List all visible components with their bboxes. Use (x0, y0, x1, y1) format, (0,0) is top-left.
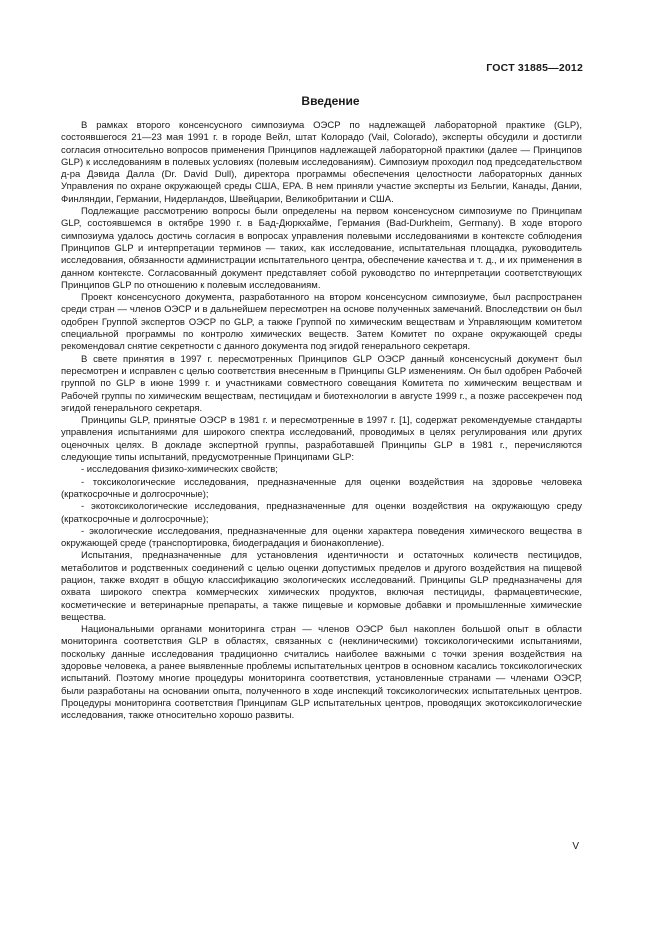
section-heading: Введение (301, 94, 360, 108)
paragraph: В свете принятия в 1997 г. пересмотренных Принципов GLP ОЭСР данный консенсусный документ был пересмотрен и исправлен с целью соответствия внесенным в Принципы GLP изменениям. Он был одобрен Рабочей группой по GLP в июне 1999 г. и участниками совместного совещания Комитета по химическим веществам и Рабочей группы по химическим веществам, пестицидам и биотехнологии в августе 1999 г., а позже рассекречен под эгидой генерального секретаря. (61, 353, 582, 414)
page-number: V (572, 841, 579, 852)
paragraph: Испытания, предназначенные для установления идентичности и остаточных количеств пестицидов, метаболитов и родственных соединений с целью оценки допустимых пределов и другого воздействия на пищевой рацион, также входят в общую классификацию экологических исследований. Принципы GLP предназначены для охвата широкого спектра коммерческих химических продуктов, включая пестициды, фармацевтические, косметические и ветеринарные препараты, а также пищевые и кормовые добавки и промышленные химические вещества. (61, 550, 582, 623)
list-item: - экологические исследования, предназначенные для оценки характера поведения химического вещества в окружающей среде (транспортировка, биодеградация и бионакопление). (61, 525, 582, 550)
list-item: - исследования физико-химических свойств; (81, 464, 278, 476)
paragraph: Принципы GLP, принятые ОЭСР в 1981 г. и пересмотренные в 1997 г. [1], содержат рекомендуемые стандарты управления испытаниями для широкого спектра исследований, проводимых в целях регулирования или других оценочных целях. В докладе экспертной группы, разработавшей Принципы GLP в 1981 г., перечисляются следующие типы испытаний, предусмотренные Принципами GLP: (61, 415, 582, 464)
paragraph: Подлежащие рассмотрению вопросы были определены на первом консенсусном симпозиуме по Принципам GLP, состоявшемся в октябре 1990 г. в Бад-Дюркхайме, Германия (Bad-Durkheim, Germany). В ходе второго симпозиума удалось достичь согласия в вопросах управления полевыми исследованиями в контексте соблюдения Принципов GLP и интерпретации терминов — таких, как исследование, испытательная площадка, руководитель исследования, обязанности администрации испытательного центра, обеспечение качества и т. д., и их применения в данном контексте. Согласованный документ представляет собой руководство по интерпретации соответствующих Принципов GLP по отношению к полевым исследованиям. (61, 206, 582, 291)
document-body (61, 120, 582, 723)
paragraph: В рамках второго консенсусного симпозиума ОЭСР по надлежащей лабораторной практике (GLP), состоявшегося 21—23 мая 1991 г. в городе Вейл, штат Колорадо (Vail, Colorado), эксперты обсудили и достигли согласия относительно вопросов применения Принципов надлежащей лабораторной практики (далее — Принципов GLP) к исследованиям в полевых условиях (полевым исследованиям). Симпозиум проходил под председательством д-ра Дэвида Далла (Dr. David Dull), директора программы обеспечения целостности лабораторных данных Управления по охране окружающей среды США, ЕРА. В нем приняли участие эксперты из Бельгии, Канады, Дании, Финляндии, Германии, Нидерландов, Швейцарии, Великобритании и США. (61, 120, 582, 205)
paragraph: Национальными органами мониторинга стран — членов ОЭСР был накоплен большой опыт в области мониторинга соответствия GLP в областях, связанных с (неклиническими) токсикологическими испытаниями, поскольку данные исследования традиционно считались наиболее важными с точки зрения воздействия на здоровье человека, а ранее выявленные проблемы испытательных центров в основном касались токсикологических испытаний. Поэтому многие процедуры мониторинга соответствия, установленные странами — членами ОЭСР, были разработаны на основании опыта, полученного в ходе инспекций токсикологических испытательных центров. Процедуры мониторинга соответствия Принципам GLP испытательных центров, проводящих экотоксикологические исследования, также относительно хорошо развиты. (61, 624, 582, 722)
paragraph: Проект консенсусного документа, разработанного на втором консенсусном симпозиуме, был распространен среди стран — членов ОЭСР и в дальнейшем пересмотрен на основе полученных замечаний. Впоследствии он был одобрен Группой экспертов ОЭСР по GLP, а также Группой по химическим веществам и Управляющим комитетом специальной программы по контролю химических веществ. Затем Комитет по охране окружающей среды рекомендовал снятие секретности с данного документа под эгидой генерального секретаря. (61, 292, 582, 353)
document-code: ГОСТ 31885—2012 (486, 62, 583, 74)
list-item: - экотоксикологические исследования, предназначенные для оценки воздействия на окружающую среду (краткосрочные и долгосрочные); (61, 501, 582, 525)
list-item: - токсикологические исследования, предназначенные для оценки воздействия на здоровье человека (краткосрочные и долгосрочные); (61, 476, 582, 500)
